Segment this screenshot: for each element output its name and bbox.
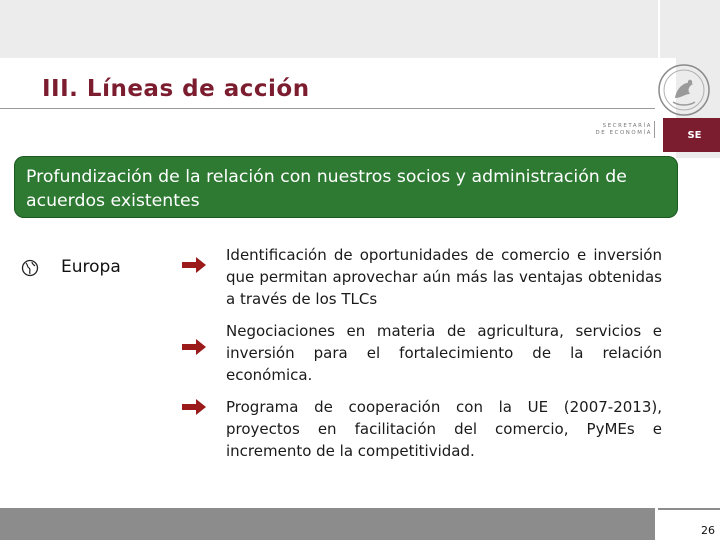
wordmark-divider (654, 121, 655, 138)
ministry-line-2: DE ECONOMÍA (595, 130, 652, 136)
right-arrow-icon (182, 399, 206, 415)
globe-icon (21, 259, 39, 277)
list-item: Identificación de oportunidades de comercio e inversión que permitan aprovechar aún más las ventajas obtenidas a través de los TLCs (226, 246, 662, 308)
mexico-seal-icon (657, 62, 711, 118)
page-number: 26 (701, 524, 715, 537)
se-badge: SE (663, 118, 720, 152)
topic-banner (14, 156, 678, 218)
list-item: Programa de cooperación con la UE (2007-2013), proyectos en facilitación del comercio, PyMEs e incremento de la competitividad. (226, 398, 662, 460)
list-item: Negociaciones en materia de agricultura, servicios e inversión para el fortalecimiento de la relación económica. (226, 322, 662, 384)
title-divider (0, 108, 655, 109)
right-arrow-icon (182, 257, 206, 273)
page-number-box (658, 508, 720, 540)
right-arrow-icon (182, 339, 206, 355)
ministry-wordmark (592, 123, 652, 137)
banner-text: Profundización de la relación con nuestros socios y administración de acuerdos existentes (26, 167, 627, 211)
region-label: Europa (61, 257, 121, 277)
top-bar (0, 0, 658, 58)
footer-bar (0, 508, 655, 540)
top-bar-corner (660, 0, 720, 58)
ministry-line-1: SECRETARÍA (602, 123, 652, 129)
slide-title: III. Líneas de acción (42, 76, 310, 102)
